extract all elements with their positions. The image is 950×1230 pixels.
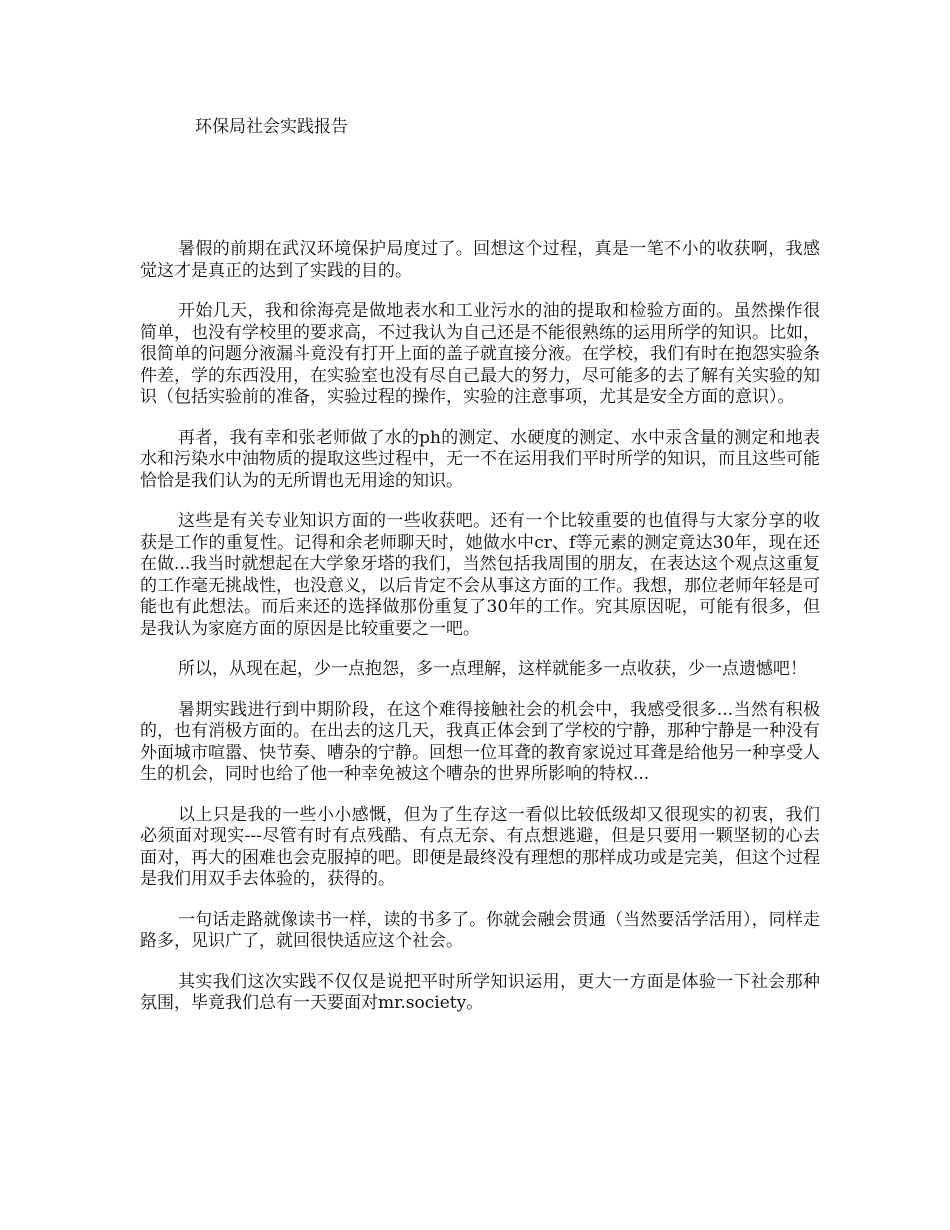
paragraph-9: 其实我们这次实践不仅仅是说把平时所学知识运用，更大一方面是体验一下社会那种氛围，毕竟我们总有一天要面对mr.society。 xyxy=(140,971,820,1013)
paragraph-5: 所以，从现在起，少一点抱怨，多一点理解，这样就能多一点收获，少一点遗憾吧！ xyxy=(178,659,807,679)
paragraph-4: 这些是有关专业知识方面的一些收获吧。还有一个比较重要的也值得与大家分享的收获是工作的重复性。记得和余老师聊天时，她做水中cr、f等元素的测定竟达30年，现在还在做...我当时就想起在大学象牙塔的我们，当然包括我周围的朋友，在表达这个观点这重复的工作毫无挑战性，也没意义，以后肯定不会从事这方面的工作。我想，那位老师年轻是可能也有此想法。而后来还的选择做那份重复了30年的工作。究其原因呢，可能有很多，但是我认为家庭方面的原因是比较重要之一吧。 xyxy=(140,511,820,639)
paragraph-2: 开始几天，我和徐海亮是做地表水和工业污水的油的提取和检验方面的。虽然操作很简单，也没有学校里的要求高，不过我认为自己还是不能很熟练的运用所学的知识。比如，很简单的问题分液漏斗竟没有打开上面的盖子就直接分液。在学校，我们有时在抱怨实验条件差，学的东西没用，在实验室也没有尽自己最大的努力，尽可能多的去了解有关实验的知识（包括实验前的准备，实验过程的操作，实验的注意事项，尤其是安全方面的意识）。 xyxy=(140,301,820,407)
paragraph-1: 暑假的前期在武汉环境保护局度过了。回想这个过程，真是一笔不小的收获啊，我感觉这才是真正的达到了实践的目的。 xyxy=(140,239,820,281)
document-body xyxy=(140,239,820,1034)
paragraph-8: 一句话走路就像读书一样，读的书多了。你就会融会贯通（当然要活学活用），同样走路多，见识广了，就回很快适应这个社会。 xyxy=(140,909,820,951)
document-title: 环保局社会实践报告 xyxy=(195,117,348,137)
paragraph-7: 以上只是我的一些小小感慨，但为了生存这一看似比较低级却又很现实的初衷，我们必须面对现实---尽管有时有点残酷、有点无奈、有点想逃避，但是只要用一颗坚韧的心去面对，再大的困难也会克服掉的吧。即便是最终没有理想的那样成功或是完美，但这个过程是我们用双手去体验的，获得的。 xyxy=(140,804,820,889)
paragraph-3: 再者，我有幸和张老师做了水的ph的测定、水硬度的测定、水中汞含量的测定和地表水和污染水中油物质的提取这些过程中，无一不在运用我们平时所学的知识，而且这些可能恰恰是我们认为的无所谓也无用途的知识。 xyxy=(140,427,820,491)
paragraph-6: 暑期实践进行到中期阶段，在这个难得接触社会的机会中，我感受很多...当然有积极的，也有消极方面的。在出去的这几天，我真正体会到了学校的宁静，那种宁静是一种没有外面城市喧嚣、快节奏、嘈杂的宁静。回想一位耳聋的教育家说过耳聋是给他另一种享受人生的机会，同时也给了他一种幸免被这个嘈杂的世界所影响的特权... xyxy=(140,699,820,784)
